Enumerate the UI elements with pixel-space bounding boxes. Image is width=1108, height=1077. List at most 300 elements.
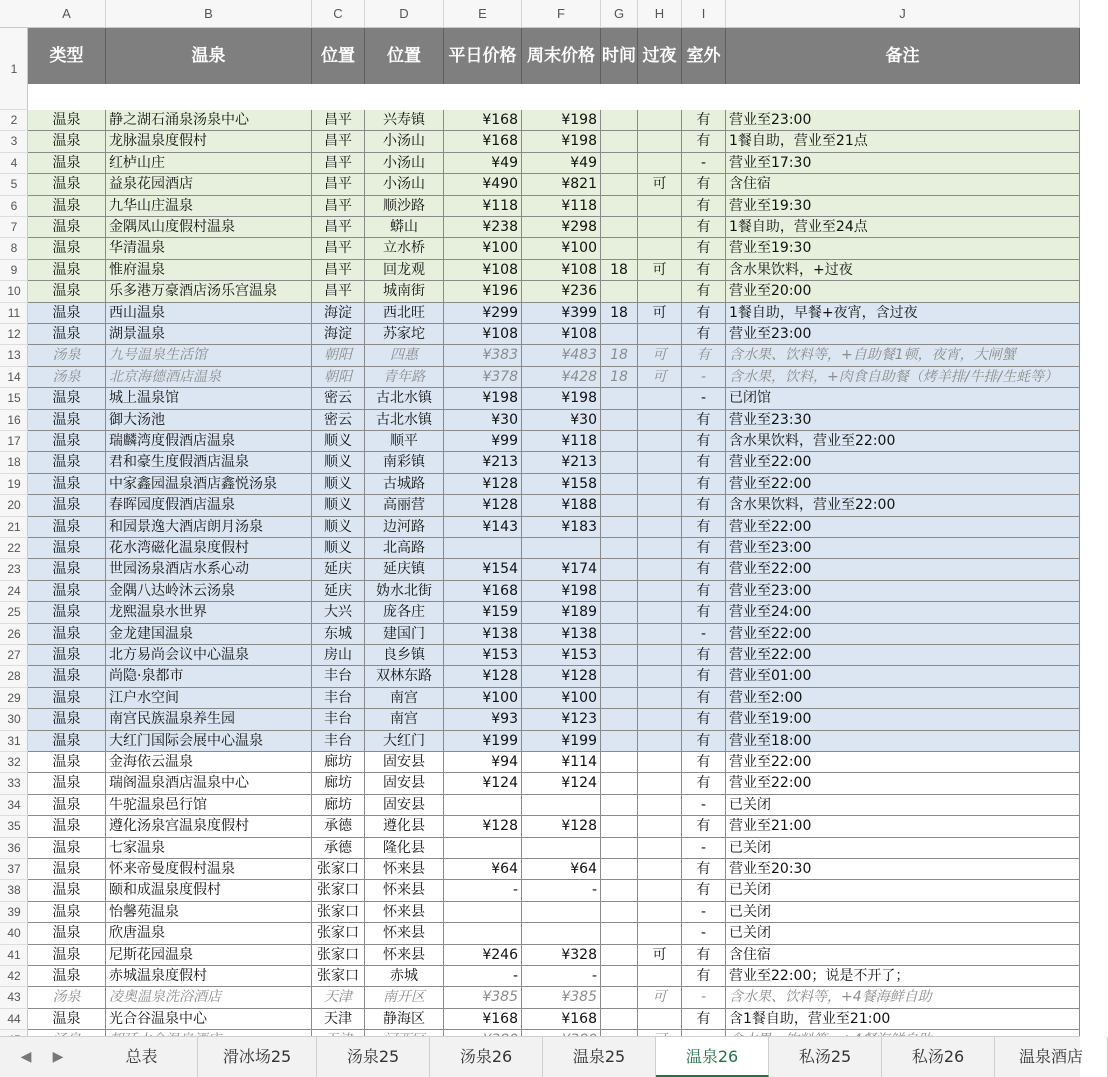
- cell[interactable]: 大红门: [365, 731, 444, 752]
- cell[interactable]: 城南街: [365, 281, 444, 302]
- cell[interactable]: 温泉: [28, 238, 106, 259]
- cell[interactable]: ¥189: [522, 602, 601, 623]
- cell[interactable]: [601, 731, 638, 752]
- cell[interactable]: [601, 838, 638, 859]
- cell[interactable]: 营业至19:30: [726, 196, 1080, 217]
- cell[interactable]: [638, 880, 682, 901]
- cell[interactable]: 含水果饮料，营业至22:00: [726, 495, 1080, 516]
- cell[interactable]: 已关闭: [726, 923, 1080, 944]
- cell[interactable]: [638, 517, 682, 538]
- cell[interactable]: 有: [682, 645, 726, 666]
- cell[interactable]: 18: [601, 345, 638, 366]
- cell[interactable]: [601, 923, 638, 944]
- cell[interactable]: 顺义: [312, 538, 365, 559]
- row-number[interactable]: 24: [0, 581, 28, 602]
- cell[interactable]: ¥100: [522, 688, 601, 709]
- sheet-tab[interactable]: 温泉25: [543, 1037, 656, 1077]
- row-number[interactable]: 29: [0, 688, 28, 709]
- header-cell[interactable]: 周末价格: [522, 28, 601, 84]
- cell[interactable]: 有: [682, 196, 726, 217]
- cell[interactable]: ¥168: [444, 1009, 522, 1030]
- cell[interactable]: [601, 581, 638, 602]
- cell[interactable]: 密云: [312, 410, 365, 431]
- cell[interactable]: ¥298: [522, 217, 601, 238]
- cell[interactable]: [638, 859, 682, 880]
- cell[interactable]: 含水果、饮料等，+4餐海鲜自助: [726, 987, 1080, 1008]
- cell[interactable]: ¥299: [444, 303, 522, 324]
- cell[interactable]: 营业至23:00: [726, 110, 1080, 131]
- row-number[interactable]: 30: [0, 709, 28, 730]
- cell[interactable]: ¥213: [444, 452, 522, 473]
- cell[interactable]: 有: [682, 709, 726, 730]
- cell[interactable]: 龙熙温泉水世界: [106, 602, 312, 623]
- cell[interactable]: 温泉: [28, 174, 106, 195]
- cell[interactable]: [601, 538, 638, 559]
- cell[interactable]: -: [682, 624, 726, 645]
- cell[interactable]: [601, 281, 638, 302]
- cell[interactable]: -: [682, 838, 726, 859]
- cell[interactable]: 青年路: [365, 367, 444, 388]
- cell[interactable]: 海淀: [312, 324, 365, 345]
- cell[interactable]: 温泉: [28, 1009, 106, 1030]
- cell[interactable]: ¥128: [444, 474, 522, 495]
- cell[interactable]: 含住宿: [726, 945, 1080, 966]
- cell[interactable]: [638, 966, 682, 987]
- cell[interactable]: [638, 281, 682, 302]
- cell[interactable]: 怀来县: [365, 902, 444, 923]
- cell[interactable]: 已关闭: [726, 795, 1080, 816]
- cell[interactable]: 固安县: [365, 773, 444, 794]
- cell[interactable]: 大红门国际会展中心温泉: [106, 731, 312, 752]
- cell[interactable]: ¥100: [444, 688, 522, 709]
- cell[interactable]: 延庆: [312, 581, 365, 602]
- cell[interactable]: 高丽营: [365, 495, 444, 516]
- cell[interactable]: 承德: [312, 816, 365, 837]
- next-sheet-icon[interactable]: ▶: [52, 1049, 64, 1065]
- cell[interactable]: 有: [682, 431, 726, 452]
- cell[interactable]: ¥168: [444, 110, 522, 131]
- cell[interactable]: ¥138: [522, 624, 601, 645]
- cell[interactable]: 有: [682, 131, 726, 152]
- row-number[interactable]: 36: [0, 838, 28, 859]
- cell[interactable]: [638, 773, 682, 794]
- cell[interactable]: 顺平: [365, 431, 444, 452]
- cell[interactable]: [638, 731, 682, 752]
- cell[interactable]: ¥168: [444, 131, 522, 152]
- cell[interactable]: 18: [601, 260, 638, 281]
- cell[interactable]: ¥128: [444, 495, 522, 516]
- cell[interactable]: -: [682, 367, 726, 388]
- cell[interactable]: -: [522, 880, 601, 901]
- column-header-a[interactable]: A: [28, 0, 106, 28]
- cell[interactable]: 有: [682, 495, 726, 516]
- cell[interactable]: ¥168: [522, 1009, 601, 1030]
- cell[interactable]: 温泉: [28, 324, 106, 345]
- cell[interactable]: 有: [682, 602, 726, 623]
- cell[interactable]: 温泉: [28, 645, 106, 666]
- cell[interactable]: 有: [682, 217, 726, 238]
- row-number[interactable]: 22: [0, 538, 28, 559]
- cell[interactable]: 春晖园度假酒店温泉: [106, 495, 312, 516]
- cell[interactable]: 小汤山: [365, 174, 444, 195]
- cell[interactable]: 有: [682, 816, 726, 837]
- cell[interactable]: [638, 902, 682, 923]
- cell[interactable]: [601, 217, 638, 238]
- cell[interactable]: 有: [682, 966, 726, 987]
- cell[interactable]: 有: [682, 324, 726, 345]
- cell[interactable]: 赤城: [365, 966, 444, 987]
- cell[interactable]: [638, 838, 682, 859]
- cell[interactable]: 有: [682, 880, 726, 901]
- header-cell[interactable]: 类型: [28, 28, 106, 84]
- cell[interactable]: 含水果饮料，营业至22:00: [726, 431, 1080, 452]
- cell[interactable]: 张家口: [312, 966, 365, 987]
- cell[interactable]: [601, 902, 638, 923]
- cell[interactable]: 静海区: [365, 1009, 444, 1030]
- cell[interactable]: 北京海德酒店温泉: [106, 367, 312, 388]
- column-header-e[interactable]: E: [444, 0, 522, 28]
- sheet-tab[interactable]: 总表: [86, 1037, 198, 1077]
- cell[interactable]: 南宫: [365, 709, 444, 730]
- cell[interactable]: ¥108: [444, 324, 522, 345]
- cell[interactable]: 乐多港万豪酒店汤乐宫温泉: [106, 281, 312, 302]
- cell[interactable]: 有: [682, 666, 726, 687]
- cell[interactable]: 可: [638, 945, 682, 966]
- cell[interactable]: ¥198: [522, 581, 601, 602]
- cell[interactable]: ¥114: [522, 752, 601, 773]
- cell[interactable]: 小汤山: [365, 153, 444, 174]
- cell[interactable]: 古北水镇: [365, 410, 444, 431]
- cell[interactable]: 含水果，饮料，+肉食自助餐（烤羊排/牛排/生蚝等）: [726, 367, 1080, 388]
- row-number[interactable]: 16: [0, 410, 28, 431]
- column-header-j[interactable]: J: [726, 0, 1080, 28]
- cell[interactable]: 有: [682, 559, 726, 580]
- cell[interactable]: ¥124: [522, 773, 601, 794]
- cell[interactable]: -: [682, 902, 726, 923]
- cell[interactable]: [601, 388, 638, 409]
- cell[interactable]: [601, 324, 638, 345]
- cell[interactable]: [601, 153, 638, 174]
- cell[interactable]: 温泉: [28, 410, 106, 431]
- cell[interactable]: -: [682, 795, 726, 816]
- cell[interactable]: ¥128: [444, 666, 522, 687]
- cell[interactable]: 回龙观: [365, 260, 444, 281]
- cell[interactable]: [601, 752, 638, 773]
- cell[interactable]: 九号温泉生活馆: [106, 345, 312, 366]
- cell[interactable]: 尚隐·泉都市: [106, 666, 312, 687]
- cell[interactable]: 昌平: [312, 131, 365, 152]
- cell[interactable]: 七家温泉: [106, 838, 312, 859]
- cell[interactable]: 西北旺: [365, 303, 444, 324]
- cell[interactable]: 顺沙路: [365, 196, 444, 217]
- cell[interactable]: ¥378: [444, 367, 522, 388]
- cell[interactable]: 温泉: [28, 388, 106, 409]
- row-number[interactable]: 27: [0, 645, 28, 666]
- cell[interactable]: 有: [682, 538, 726, 559]
- cell[interactable]: 丰台: [312, 731, 365, 752]
- cell[interactable]: 君和豪生度假酒店温泉: [106, 452, 312, 473]
- row-number[interactable]: 37: [0, 859, 28, 880]
- cell[interactable]: 怀来县: [365, 880, 444, 901]
- cell[interactable]: ¥385: [444, 987, 522, 1008]
- cell[interactable]: 有: [682, 410, 726, 431]
- cell[interactable]: ¥64: [444, 859, 522, 880]
- cell[interactable]: [638, 131, 682, 152]
- cell[interactable]: 双林东路: [365, 666, 444, 687]
- cell[interactable]: [638, 153, 682, 174]
- column-header-c[interactable]: C: [312, 0, 365, 28]
- cell[interactable]: 南宫民族温泉养生园: [106, 709, 312, 730]
- cell[interactable]: ¥128: [522, 666, 601, 687]
- cell[interactable]: ¥30: [444, 410, 522, 431]
- prev-sheet-icon[interactable]: ◀: [20, 1049, 32, 1065]
- row-number[interactable]: 21: [0, 517, 28, 538]
- cell[interactable]: [638, 474, 682, 495]
- cell[interactable]: 惟府温泉: [106, 260, 312, 281]
- cell[interactable]: ¥108: [444, 260, 522, 281]
- cell[interactable]: 和园景逸大酒店朗月汤泉: [106, 517, 312, 538]
- cell[interactable]: 有: [682, 731, 726, 752]
- header-cell[interactable]: 平日价格: [444, 28, 522, 84]
- row-number[interactable]: 41: [0, 945, 28, 966]
- cell[interactable]: 汤泉: [28, 987, 106, 1008]
- row-number[interactable]: 10: [0, 281, 28, 302]
- cell[interactable]: [638, 410, 682, 431]
- cell[interactable]: 有: [682, 474, 726, 495]
- cell[interactable]: 城上温泉馆: [106, 388, 312, 409]
- cell[interactable]: 怡馨苑温泉: [106, 902, 312, 923]
- cell[interactable]: [522, 538, 601, 559]
- cell[interactable]: ¥383: [444, 345, 522, 366]
- header-cell[interactable]: 备注: [726, 28, 1080, 84]
- column-header-d[interactable]: D: [365, 0, 444, 28]
- cell[interactable]: [638, 645, 682, 666]
- cell[interactable]: [601, 174, 638, 195]
- cell[interactable]: 凌奥温泉洗浴酒店: [106, 987, 312, 1008]
- row-number[interactable]: 8: [0, 238, 28, 259]
- cell[interactable]: ¥238: [444, 217, 522, 238]
- cell[interactable]: 红栌山庄: [106, 153, 312, 174]
- cell[interactable]: 温泉: [28, 602, 106, 623]
- cell[interactable]: 温泉: [28, 816, 106, 837]
- cell[interactable]: 1餐自助，营业至21点: [726, 131, 1080, 152]
- cell[interactable]: 有: [682, 752, 726, 773]
- cell[interactable]: [638, 388, 682, 409]
- row-number[interactable]: 40: [0, 923, 28, 944]
- cell[interactable]: 海淀: [312, 303, 365, 324]
- cell[interactable]: 有: [682, 581, 726, 602]
- cell[interactable]: 营业至22:00: [726, 452, 1080, 473]
- cell[interactable]: [601, 1009, 638, 1030]
- cell[interactable]: 昌平: [312, 196, 365, 217]
- cell[interactable]: [638, 495, 682, 516]
- cell[interactable]: 丰台: [312, 666, 365, 687]
- cell[interactable]: ¥246: [444, 945, 522, 966]
- row-number[interactable]: 5: [0, 174, 28, 195]
- cell[interactable]: ¥174: [522, 559, 601, 580]
- cell[interactable]: 固安县: [365, 795, 444, 816]
- cell[interactable]: ¥30: [522, 410, 601, 431]
- cell[interactable]: 温泉: [28, 773, 106, 794]
- cell[interactable]: 东城: [312, 624, 365, 645]
- header-cell[interactable]: 位置: [365, 28, 444, 84]
- cell[interactable]: 张家口: [312, 859, 365, 880]
- row-number[interactable]: 6: [0, 196, 28, 217]
- cell[interactable]: 延庆镇: [365, 559, 444, 580]
- cell[interactable]: [638, 624, 682, 645]
- cell[interactable]: 金海依云温泉: [106, 752, 312, 773]
- cell[interactable]: ¥99: [444, 431, 522, 452]
- cell[interactable]: 廊坊: [312, 752, 365, 773]
- cell[interactable]: ¥428: [522, 367, 601, 388]
- cell[interactable]: 古北水镇: [365, 388, 444, 409]
- sheet-tab[interactable]: 滑冰场25: [198, 1037, 317, 1077]
- cell[interactable]: 温泉: [28, 880, 106, 901]
- cell[interactable]: 庞各庄: [365, 602, 444, 623]
- cell[interactable]: 遵化县: [365, 816, 444, 837]
- header-cell[interactable]: 时间: [601, 28, 638, 84]
- row-number[interactable]: 17: [0, 431, 28, 452]
- cell[interactable]: ¥198: [522, 110, 601, 131]
- cell[interactable]: 金隅八达岭沐云汤泉: [106, 581, 312, 602]
- cell[interactable]: [601, 559, 638, 580]
- cell[interactable]: 营业至22:00: [726, 559, 1080, 580]
- cell[interactable]: 廊坊: [312, 773, 365, 794]
- cell[interactable]: [522, 795, 601, 816]
- cell[interactable]: 营业至2:00: [726, 688, 1080, 709]
- cell[interactable]: 已关闭: [726, 880, 1080, 901]
- cell[interactable]: 营业至22:00: [726, 752, 1080, 773]
- cell[interactable]: ¥118: [444, 196, 522, 217]
- cell[interactable]: 怀来县: [365, 859, 444, 880]
- cell[interactable]: 隆化县: [365, 838, 444, 859]
- cell[interactable]: 可: [638, 174, 682, 195]
- cell[interactable]: [638, 795, 682, 816]
- cell[interactable]: 1餐自助，早餐+夜宵，含过夜: [726, 303, 1080, 324]
- cell[interactable]: 尼斯花园温泉: [106, 945, 312, 966]
- cell[interactable]: ¥198: [522, 131, 601, 152]
- cell[interactable]: [601, 645, 638, 666]
- cell[interactable]: 承德: [312, 838, 365, 859]
- cell[interactable]: [601, 196, 638, 217]
- cell[interactable]: [638, 452, 682, 473]
- cell[interactable]: ¥64: [522, 859, 601, 880]
- cell[interactable]: ¥199: [444, 731, 522, 752]
- cell[interactable]: 营业至18:00: [726, 731, 1080, 752]
- cell[interactable]: 怀来帝曼度假村温泉: [106, 859, 312, 880]
- cell[interactable]: ¥821: [522, 174, 601, 195]
- row-number[interactable]: 38: [0, 880, 28, 901]
- cell[interactable]: 中家鑫园温泉酒店鑫悦汤泉: [106, 474, 312, 495]
- column-header-i[interactable]: I: [682, 0, 726, 28]
- cell[interactable]: ¥94: [444, 752, 522, 773]
- cell[interactable]: [601, 110, 638, 131]
- cell[interactable]: [522, 902, 601, 923]
- cell[interactable]: 营业至22:00: [726, 624, 1080, 645]
- cell[interactable]: 营业至23:00: [726, 538, 1080, 559]
- cell[interactable]: 温泉: [28, 431, 106, 452]
- cell[interactable]: 瑞麟湾度假酒店温泉: [106, 431, 312, 452]
- cell[interactable]: 营业至01:00: [726, 666, 1080, 687]
- row-number[interactable]: 20: [0, 495, 28, 516]
- cell[interactable]: 湖景温泉: [106, 324, 312, 345]
- cell[interactable]: [638, 581, 682, 602]
- cell[interactable]: [601, 666, 638, 687]
- cell[interactable]: 廊坊: [312, 795, 365, 816]
- row-number[interactable]: 1: [0, 28, 28, 110]
- cell[interactable]: ¥118: [522, 196, 601, 217]
- cell[interactable]: 昌平: [312, 174, 365, 195]
- cell[interactable]: [601, 688, 638, 709]
- cell[interactable]: 营业至19:30: [726, 238, 1080, 259]
- cell[interactable]: [444, 902, 522, 923]
- cell[interactable]: [601, 602, 638, 623]
- cell[interactable]: ¥100: [444, 238, 522, 259]
- cell[interactable]: [638, 538, 682, 559]
- row-number[interactable]: 39: [0, 902, 28, 923]
- row-number[interactable]: 35: [0, 816, 28, 837]
- cell[interactable]: 营业至22:00: [726, 773, 1080, 794]
- cell[interactable]: 温泉: [28, 110, 106, 131]
- cell[interactable]: [638, 752, 682, 773]
- row-number[interactable]: 7: [0, 217, 28, 238]
- cell[interactable]: ¥198: [522, 388, 601, 409]
- cell[interactable]: 静之湖石涌泉汤泉中心: [106, 110, 312, 131]
- row-number[interactable]: 31: [0, 731, 28, 752]
- cell[interactable]: 18: [601, 367, 638, 388]
- cell[interactable]: 华清温泉: [106, 238, 312, 259]
- cell[interactable]: 含水果饮料，+过夜: [726, 260, 1080, 281]
- cell[interactable]: 北高路: [365, 538, 444, 559]
- cell[interactable]: 御大汤池: [106, 410, 312, 431]
- cell[interactable]: 温泉: [28, 217, 106, 238]
- cell[interactable]: 可: [638, 987, 682, 1008]
- cell[interactable]: 张家口: [312, 945, 365, 966]
- cell[interactable]: 温泉: [28, 131, 106, 152]
- row-number[interactable]: 12: [0, 324, 28, 345]
- cell[interactable]: 营业至24:00: [726, 602, 1080, 623]
- row-number[interactable]: 14: [0, 367, 28, 388]
- cell[interactable]: 张家口: [312, 902, 365, 923]
- cell[interactable]: 温泉: [28, 538, 106, 559]
- cell[interactable]: [444, 838, 522, 859]
- row-number[interactable]: 23: [0, 559, 28, 580]
- row-number[interactable]: 15: [0, 388, 28, 409]
- cell[interactable]: [638, 709, 682, 730]
- cell[interactable]: ¥128: [522, 816, 601, 837]
- cell[interactable]: 建国门: [365, 624, 444, 645]
- row-number[interactable]: 26: [0, 624, 28, 645]
- cell[interactable]: ¥158: [522, 474, 601, 495]
- cell[interactable]: ¥213: [522, 452, 601, 473]
- cell[interactable]: 赤城温泉度假村: [106, 966, 312, 987]
- row-number[interactable]: 32: [0, 752, 28, 773]
- cell[interactable]: 延庆: [312, 559, 365, 580]
- cell[interactable]: 含1餐自助，营业至21:00: [726, 1009, 1080, 1030]
- cell[interactable]: 有: [682, 260, 726, 281]
- cell[interactable]: 西山温泉: [106, 303, 312, 324]
- cell[interactable]: 昌平: [312, 238, 365, 259]
- cell[interactable]: 光合谷温泉中心: [106, 1009, 312, 1030]
- cell[interactable]: [638, 1009, 682, 1030]
- cell[interactable]: 世园汤泉酒店水系心动: [106, 559, 312, 580]
- header-cell[interactable]: 位置: [312, 28, 365, 84]
- cell[interactable]: ¥168: [444, 581, 522, 602]
- cell[interactable]: [638, 324, 682, 345]
- cell[interactable]: ¥49: [444, 153, 522, 174]
- cell[interactable]: 立水桥: [365, 238, 444, 259]
- cell[interactable]: 顺义: [312, 431, 365, 452]
